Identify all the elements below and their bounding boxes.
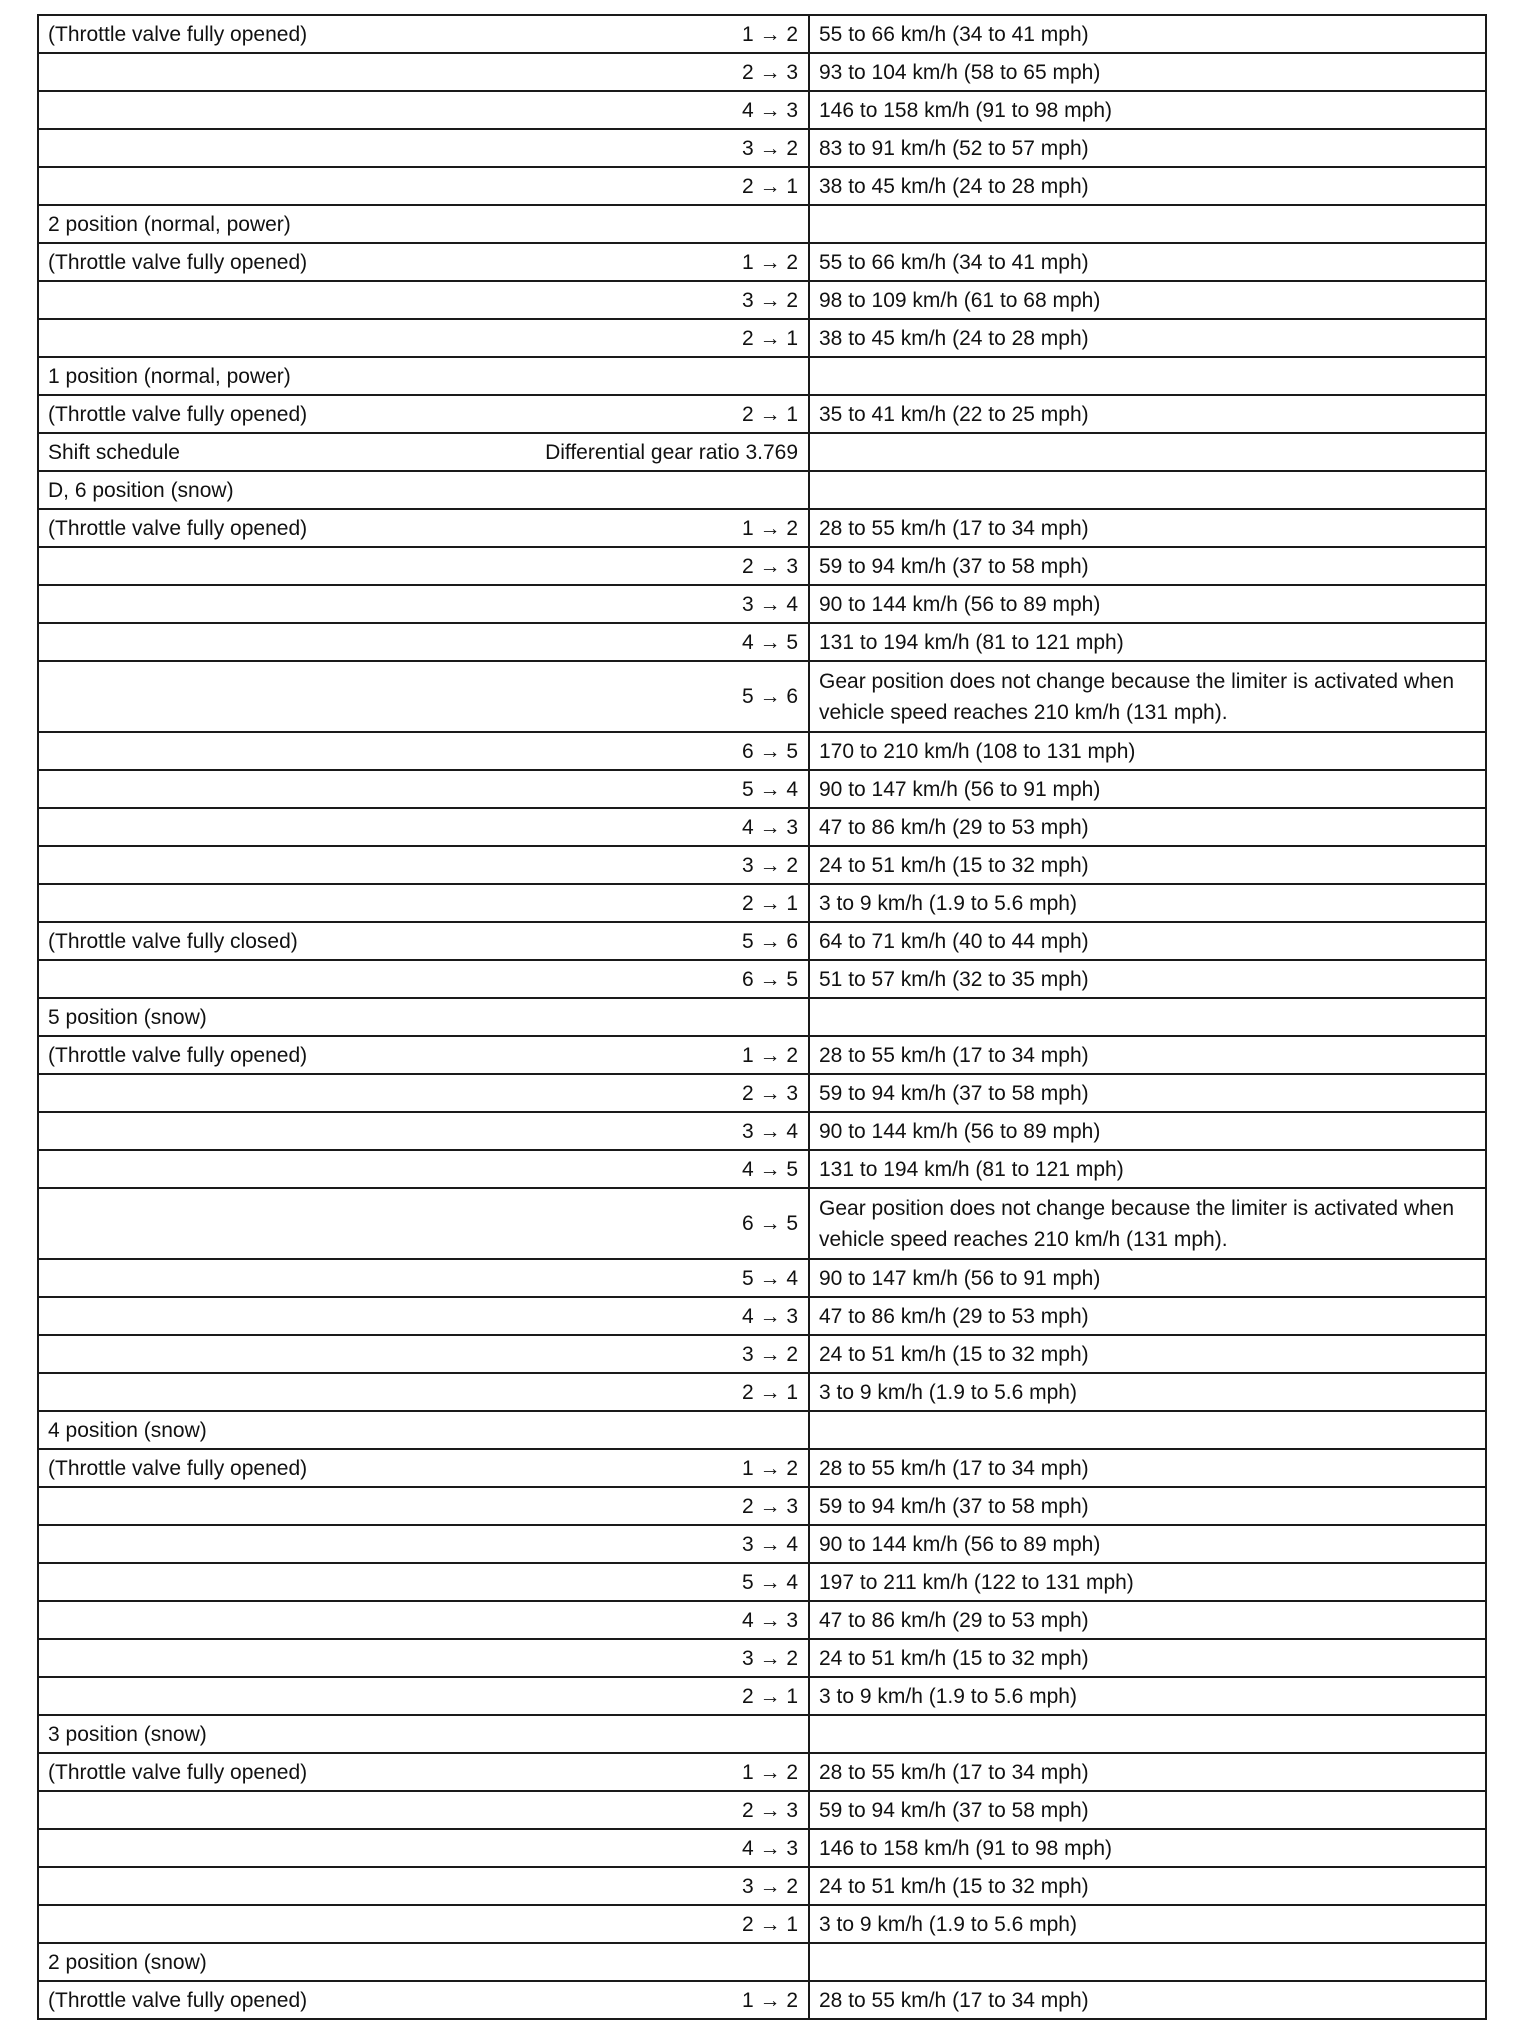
speed-value: 90 to 147 km/h (56 to 91 mph) [810, 771, 1487, 807]
table-row [39, 733, 1487, 771]
table-row [39, 1830, 1487, 1868]
condition-label: 3 position (snow) [48, 1722, 207, 1746]
shift-label: 1 → 2 [741, 516, 798, 540]
speed-value: 28 to 55 km/h (17 to 34 mph) [810, 1754, 1487, 1790]
condition-label: 2 position (snow) [48, 1950, 207, 1974]
speed-value: 24 to 51 km/h (15 to 32 mph) [810, 847, 1487, 883]
speed-value: 90 to 144 km/h (56 to 89 mph) [810, 1113, 1487, 1149]
table-row [39, 282, 1487, 320]
speed-value: 38 to 45 km/h (24 to 28 mph) [810, 168, 1487, 204]
table-row [39, 510, 1487, 548]
speed-value [810, 358, 1487, 394]
table-row [39, 586, 1487, 624]
speed-value: 55 to 66 km/h (34 to 41 mph) [810, 244, 1487, 280]
shift-label: 2 → 1 [741, 174, 798, 198]
table-row [39, 847, 1487, 885]
speed-value: 90 to 147 km/h (56 to 91 mph) [810, 1260, 1487, 1296]
table-row [39, 1602, 1487, 1640]
shift-label: 1 → 2 [741, 1988, 798, 2012]
condition-cell [39, 1792, 810, 1828]
table-row [39, 434, 1487, 472]
shift-label: 2 → 1 [741, 402, 798, 426]
shift-label: 2 → 3 [741, 1494, 798, 1518]
table-row [39, 1412, 1487, 1450]
speed-value: 3 to 9 km/h (1.9 to 5.6 mph) [810, 1374, 1487, 1410]
table-row [39, 1906, 1487, 1944]
condition-label: (Throttle valve fully opened) [48, 250, 308, 274]
table-row [39, 1189, 1487, 1260]
shift-label: 5 → 6 [741, 929, 798, 953]
table-row [39, 1944, 1487, 1982]
table-row [39, 1526, 1487, 1564]
condition-cell [39, 1298, 810, 1334]
shift-label: 5 → 4 [741, 1266, 798, 1290]
condition-cell [39, 1906, 810, 1942]
speed-value: Gear position does not change because the limiter is activated when vehicle speed reaches 210 km/h (131 mph). [810, 662, 1487, 731]
shift-label: 2 → 1 [741, 1912, 798, 1936]
condition-cell [39, 809, 810, 845]
condition-cell [39, 92, 810, 128]
condition-cell [39, 54, 810, 90]
table-row [39, 1336, 1487, 1374]
condition-cell [39, 168, 810, 204]
speed-value: 131 to 194 km/h (81 to 121 mph) [810, 624, 1487, 660]
speed-value [810, 1412, 1487, 1448]
speed-value: 83 to 91 km/h (52 to 57 mph) [810, 130, 1487, 166]
condition-cell [39, 1602, 810, 1638]
shift-label: 3 → 4 [741, 1532, 798, 1556]
condition-cell [39, 548, 810, 584]
shift-label: 3 → 2 [741, 1646, 798, 1670]
shift-label: 4 → 5 [741, 630, 798, 654]
shift-label: 4 → 3 [741, 815, 798, 839]
condition-cell [39, 1450, 810, 1486]
shift-label: 2 → 3 [741, 1798, 798, 1822]
table-row [39, 624, 1487, 662]
condition-cell [39, 999, 810, 1035]
table-row [39, 548, 1487, 586]
speed-value [810, 206, 1487, 242]
condition-cell [39, 206, 810, 242]
table-row [39, 92, 1487, 130]
condition-cell [39, 472, 810, 508]
speed-value: 38 to 45 km/h (24 to 28 mph) [810, 320, 1487, 356]
shift-label: 4 → 3 [741, 1608, 798, 1632]
table-row [39, 961, 1487, 999]
shift-label: 4 → 5 [741, 1157, 798, 1181]
speed-value [810, 1944, 1487, 1980]
speed-value: 98 to 109 km/h (61 to 68 mph) [810, 282, 1487, 318]
speed-value: 59 to 94 km/h (37 to 58 mph) [810, 1488, 1487, 1524]
table-row [39, 1260, 1487, 1298]
speed-value: 59 to 94 km/h (37 to 58 mph) [810, 1792, 1487, 1828]
speed-value: 28 to 55 km/h (17 to 34 mph) [810, 1982, 1487, 2018]
condition-cell [39, 771, 810, 807]
shift-label: 3 → 2 [741, 288, 798, 312]
table-row [39, 1792, 1487, 1830]
table-row [39, 1868, 1487, 1906]
shift-label: 2 → 3 [741, 60, 798, 84]
table-row [39, 472, 1487, 510]
shift-label: 1 → 2 [741, 1456, 798, 1480]
condition-cell [39, 1830, 810, 1866]
speed-value [810, 434, 1487, 470]
table-row [39, 1298, 1487, 1336]
condition-cell [39, 1336, 810, 1372]
condition-label: (Throttle valve fully opened) [48, 1988, 308, 2012]
speed-value: 131 to 194 km/h (81 to 121 mph) [810, 1151, 1487, 1187]
speed-value: 59 to 94 km/h (37 to 58 mph) [810, 1075, 1487, 1111]
condition-label: (Throttle valve fully opened) [48, 1043, 308, 1067]
shift-label: 3 → 2 [741, 1874, 798, 1898]
shift-label: 5 → 4 [741, 777, 798, 801]
table-row [39, 16, 1487, 54]
shift-label: 1 → 2 [741, 1760, 798, 1784]
shift-label: 5 → 4 [741, 1570, 798, 1594]
shift-label: 6 → 5 [741, 1212, 798, 1235]
speed-value: 24 to 51 km/h (15 to 32 mph) [810, 1868, 1487, 1904]
condition-cell [39, 16, 810, 52]
speed-value: 59 to 94 km/h (37 to 58 mph) [810, 548, 1487, 584]
table-row [39, 206, 1487, 244]
table-row [39, 662, 1487, 733]
speed-value: 90 to 144 km/h (56 to 89 mph) [810, 1526, 1487, 1562]
table-row [39, 1564, 1487, 1602]
shift-label: 2 → 1 [741, 1380, 798, 1404]
speed-value: 90 to 144 km/h (56 to 89 mph) [810, 586, 1487, 622]
table-row [39, 923, 1487, 961]
shift-label: 2 → 3 [741, 554, 798, 578]
shift-label: 3 → 4 [741, 1119, 798, 1143]
speed-value: 24 to 51 km/h (15 to 32 mph) [810, 1640, 1487, 1676]
table-row [39, 168, 1487, 206]
shift-label: 2 → 1 [741, 1684, 798, 1708]
shift-label: 3 → 4 [741, 592, 798, 616]
condition-cell [39, 1678, 810, 1714]
shift-label: 6 → 5 [741, 967, 798, 991]
condition-label: (Throttle valve fully opened) [48, 1760, 308, 1784]
shift-label: 3 → 2 [741, 136, 798, 160]
condition-cell [39, 586, 810, 622]
condition-cell [39, 1113, 810, 1149]
speed-value: 28 to 55 km/h (17 to 34 mph) [810, 1037, 1487, 1073]
speed-value: 64 to 71 km/h (40 to 44 mph) [810, 923, 1487, 959]
condition-label: (Throttle valve fully opened) [48, 1456, 308, 1480]
table-row [39, 1754, 1487, 1792]
condition-cell [39, 320, 810, 356]
speed-value: 170 to 210 km/h (108 to 131 mph) [810, 733, 1487, 769]
table-row [39, 396, 1487, 434]
condition-label: (Throttle valve fully closed) [48, 929, 298, 953]
table-row [39, 130, 1487, 168]
table-row [39, 1037, 1487, 1075]
shift-label: 3 → 2 [741, 1342, 798, 1366]
speed-value: 146 to 158 km/h (91 to 98 mph) [810, 1830, 1487, 1866]
shift-label: 4 → 3 [741, 98, 798, 122]
condition-cell [39, 1564, 810, 1600]
condition-cell [39, 662, 810, 731]
shift-label: 2 → 1 [741, 891, 798, 915]
condition-label: (Throttle valve fully opened) [48, 22, 308, 46]
condition-cell [39, 1412, 810, 1448]
speed-value: 47 to 86 km/h (29 to 53 mph) [810, 809, 1487, 845]
speed-value: 24 to 51 km/h (15 to 32 mph) [810, 1336, 1487, 1372]
speed-value: 51 to 57 km/h (32 to 35 mph) [810, 961, 1487, 997]
shift-label: 1 → 2 [741, 250, 798, 274]
condition-cell [39, 1982, 810, 2018]
speed-value: 146 to 158 km/h (91 to 98 mph) [810, 92, 1487, 128]
speed-value: 55 to 66 km/h (34 to 41 mph) [810, 16, 1487, 52]
table-row [39, 1678, 1487, 1716]
speed-value [810, 999, 1487, 1035]
table-row [39, 1113, 1487, 1151]
condition-cell [39, 733, 810, 769]
speed-value: 47 to 86 km/h (29 to 53 mph) [810, 1298, 1487, 1334]
table-row [39, 1716, 1487, 1754]
condition-cell [39, 624, 810, 660]
shift-schedule-table [37, 14, 1487, 2020]
condition-label: 1 position (normal, power) [48, 364, 291, 388]
condition-label: D, 6 position (snow) [48, 478, 234, 502]
table-row [39, 771, 1487, 809]
speed-value: 3 to 9 km/h (1.9 to 5.6 mph) [810, 1678, 1487, 1714]
condition-cell [39, 434, 810, 470]
table-row [39, 1151, 1487, 1189]
condition-cell [39, 358, 810, 394]
speed-value: 93 to 104 km/h (58 to 65 mph) [810, 54, 1487, 90]
table-row [39, 1450, 1487, 1488]
condition-label: (Throttle valve fully opened) [48, 402, 308, 426]
condition-cell [39, 130, 810, 166]
table-row [39, 244, 1487, 282]
condition-label: 5 position (snow) [48, 1005, 207, 1029]
shift-label: 6 → 5 [741, 739, 798, 763]
condition-cell [39, 510, 810, 546]
condition-cell [39, 1640, 810, 1676]
speed-value: 28 to 55 km/h (17 to 34 mph) [810, 1450, 1487, 1486]
table-row [39, 1488, 1487, 1526]
condition-label: 4 position (snow) [48, 1418, 207, 1442]
table-row [39, 885, 1487, 923]
shift-label: Differential gear ratio 3.769 [545, 440, 798, 464]
shift-label: 1 → 2 [741, 1043, 798, 1067]
condition-cell [39, 1037, 810, 1073]
shift-label: 5 → 6 [741, 685, 798, 708]
speed-value: 3 to 9 km/h (1.9 to 5.6 mph) [810, 1906, 1487, 1942]
condition-cell [39, 1868, 810, 1904]
table-row [39, 358, 1487, 396]
condition-cell [39, 961, 810, 997]
condition-cell [39, 282, 810, 318]
condition-cell [39, 885, 810, 921]
table-row [39, 1075, 1487, 1113]
condition-label: 2 position (normal, power) [48, 212, 291, 236]
speed-value: 28 to 55 km/h (17 to 34 mph) [810, 510, 1487, 546]
condition-cell [39, 1754, 810, 1790]
speed-value [810, 1716, 1487, 1752]
table-row [39, 1374, 1487, 1412]
condition-cell [39, 1075, 810, 1111]
condition-cell [39, 1716, 810, 1752]
shift-label: 1 → 2 [741, 22, 798, 46]
speed-value: 197 to 211 km/h (122 to 131 mph) [810, 1564, 1487, 1600]
condition-cell [39, 847, 810, 883]
condition-label: (Throttle valve fully opened) [48, 516, 308, 540]
condition-cell [39, 1260, 810, 1296]
condition-cell [39, 1374, 810, 1410]
shift-label: 2 → 3 [741, 1081, 798, 1105]
speed-value: 35 to 41 km/h (22 to 25 mph) [810, 396, 1487, 432]
condition-cell [39, 1944, 810, 1980]
condition-cell [39, 244, 810, 280]
speed-value: 3 to 9 km/h (1.9 to 5.6 mph) [810, 885, 1487, 921]
condition-cell [39, 1526, 810, 1562]
table-row [39, 1640, 1487, 1678]
table-row [39, 809, 1487, 847]
shift-label: 3 → 2 [741, 853, 798, 877]
table-row [39, 54, 1487, 92]
condition-cell [39, 1189, 810, 1258]
condition-cell [39, 1488, 810, 1524]
speed-value: 47 to 86 km/h (29 to 53 mph) [810, 1602, 1487, 1638]
condition-cell [39, 396, 810, 432]
condition-cell [39, 923, 810, 959]
condition-label: Shift schedule [48, 440, 180, 464]
table-row [39, 999, 1487, 1037]
speed-value: Gear position does not change because the limiter is activated when vehicle speed reaches 210 km/h (131 mph). [810, 1189, 1487, 1258]
speed-value [810, 472, 1487, 508]
table-row [39, 1982, 1487, 2020]
condition-cell [39, 1151, 810, 1187]
shift-label: 4 → 3 [741, 1836, 798, 1860]
shift-label: 2 → 1 [741, 326, 798, 350]
table-row [39, 320, 1487, 358]
shift-label: 4 → 3 [741, 1304, 798, 1328]
